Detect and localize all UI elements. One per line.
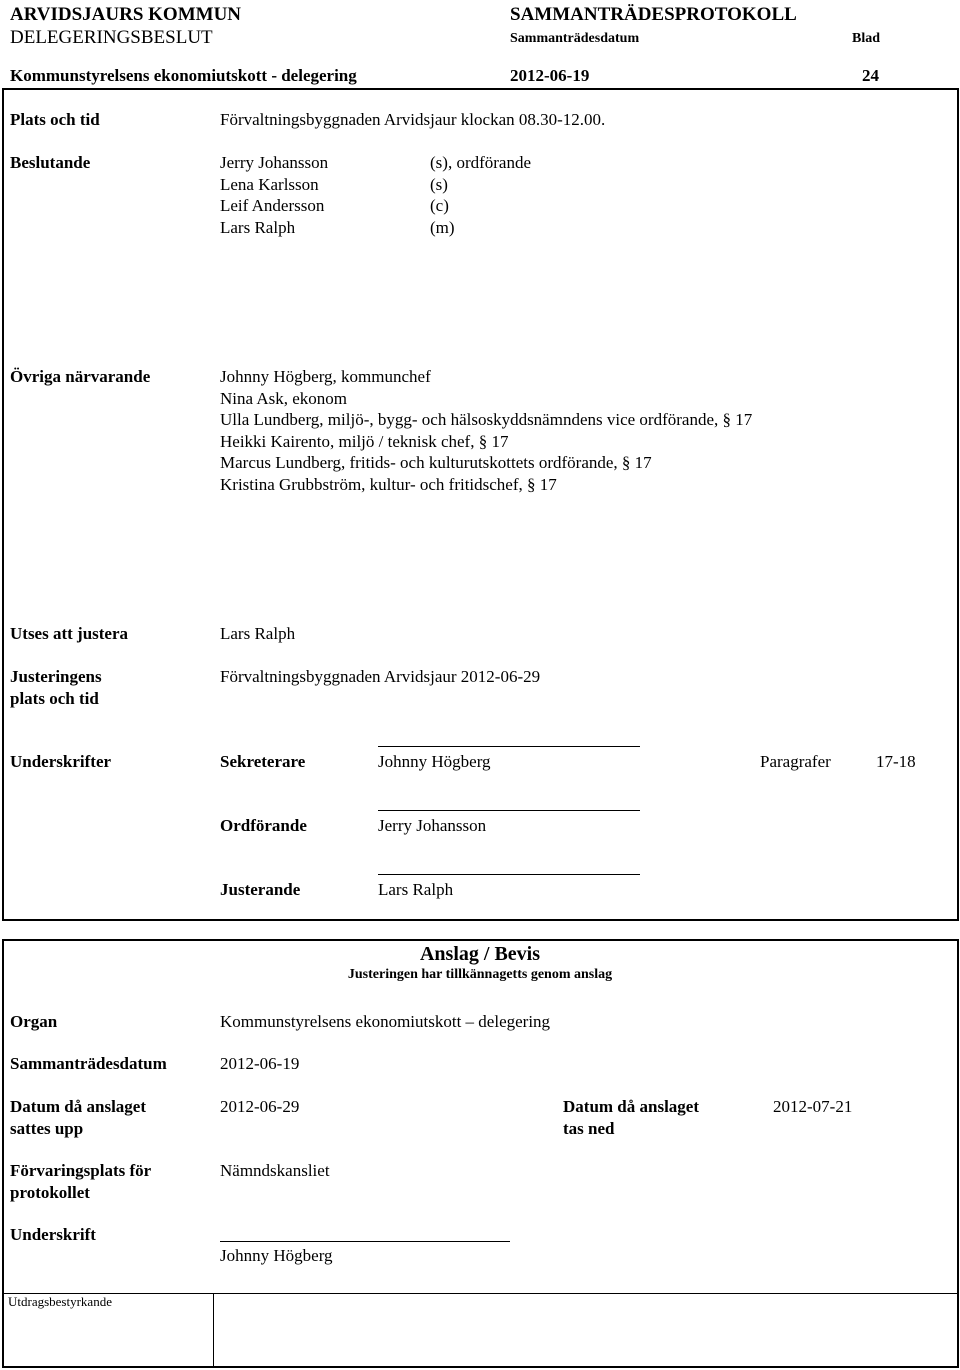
meeting-date-label: Sammanträdesdatum <box>510 31 640 46</box>
decider-party: (s), ordförande <box>430 153 532 172</box>
paragraphs-label: Paragrafer <box>760 752 831 771</box>
removed-date-value: 2012-07-21 <box>773 1097 853 1116</box>
municipality-name: ARVIDSJAURS KOMMUN <box>10 4 242 25</box>
storage-value: Nämndskansliet <box>220 1161 330 1180</box>
secretary-signature-line <box>378 746 640 747</box>
adjust-place-label-line2: plats och tid <box>10 689 99 708</box>
adjuster-value: Lars Ralph <box>220 624 296 643</box>
page-label: Blad <box>852 31 881 46</box>
excerpt-divider <box>2 1293 959 1294</box>
posted-date-label: Datum då anslaget <box>10 1097 147 1116</box>
others-present-label: Övriga närvarande <box>10 367 151 386</box>
organ-label: Organ <box>10 1012 58 1031</box>
notice-title: Anslag / Bevis <box>419 943 541 965</box>
organ-value: Kommunstyrelsens ekonomiutskott – delegering <box>220 1012 551 1031</box>
decider-name: Jerry Johansson <box>220 153 329 172</box>
adjust-place-label: Justeringens <box>10 667 102 686</box>
notice-box <box>2 939 959 1368</box>
decider-party: (c) <box>430 196 449 215</box>
paragraphs-value: 17-18 <box>876 752 916 771</box>
meeting-body: Kommunstyrelsens ekonomiutskott - delegering <box>10 66 357 85</box>
storage-label: Förvaringsplats för <box>10 1161 152 1180</box>
chair-label: Ordförande <box>220 816 307 835</box>
removed-date-label-line2: tas ned <box>563 1119 615 1138</box>
storage-label-line2: protokollet <box>10 1183 90 1202</box>
decider-party: (s) <box>430 175 448 194</box>
others-present-item: Marcus Lundberg, fritids- och kulturutskottets ordförande, § 17 <box>220 453 652 472</box>
adjust-place-value: Förvaltningsbyggnaden Arvidsjaur 2012-06-29 <box>220 667 541 686</box>
notice-signature-label: Underskrift <box>10 1225 96 1244</box>
secretary-name: Johnny Högberg <box>378 752 491 771</box>
document-type: SAMMANTRÄDESPROTOKOLL <box>510 4 797 25</box>
decider-party: (m) <box>430 218 455 237</box>
adjuster-signature-line <box>378 874 640 875</box>
chair-signature-line <box>378 810 640 811</box>
notice-subtitle: Justeringen har tillkännagetts genom anslag <box>347 967 613 982</box>
meeting-date: 2012-06-19 <box>510 66 590 85</box>
decider-name: Leif Andersson <box>220 196 325 215</box>
removed-date-label: Datum då anslaget <box>563 1097 700 1116</box>
adjuster-label: Utses att justera <box>10 624 129 643</box>
chair-name: Jerry Johansson <box>378 816 487 835</box>
excerpt-column-divider <box>213 1293 214 1368</box>
secretary-label: Sekreterare <box>220 752 306 771</box>
notice-meeting-date-value: 2012-06-19 <box>220 1054 300 1073</box>
decider-name: Lena Karlsson <box>220 175 319 194</box>
adjuster-signature-label: Justerande <box>220 880 301 899</box>
others-present-item: Kristina Grubbström, kultur- och fritidschef, § 17 <box>220 475 557 494</box>
protocol-box <box>2 88 959 921</box>
others-present-item: Ulla Lundberg, miljö-, bygg- och hälsoskyddsnämndens vice ordförande, § 17 <box>220 410 753 429</box>
place-label: Plats och tid <box>10 110 100 129</box>
notice-signature-name: Johnny Högberg <box>220 1246 333 1265</box>
decider-name: Lars Ralph <box>220 218 296 237</box>
page-number: 24 <box>862 66 879 85</box>
signatures-label: Underskrifter <box>10 752 112 771</box>
others-present-item: Nina Ask, ekonom <box>220 389 348 408</box>
excerpt-label: Utdragsbestyrkande <box>8 1294 112 1309</box>
posted-date-label-line2: sattes upp <box>10 1119 84 1138</box>
others-present-item: Heikki Kairento, miljö / teknisk chef, § 17 <box>220 432 509 451</box>
posted-date-value: 2012-06-29 <box>220 1097 300 1116</box>
deciders-label: Beslutande <box>10 153 91 172</box>
adjuster-signature-name: Lars Ralph <box>378 880 454 899</box>
document-subtype: DELEGERINGSBESLUT <box>10 27 213 48</box>
notice-meeting-date-label: Sammanträdesdatum <box>10 1054 167 1073</box>
notice-signature-line <box>220 1241 510 1242</box>
place-value: Förvaltningsbyggnaden Arvidsjaur klockan 08.30-12.00. <box>220 110 606 129</box>
others-present-item: Johnny Högberg, kommunchef <box>220 367 431 386</box>
